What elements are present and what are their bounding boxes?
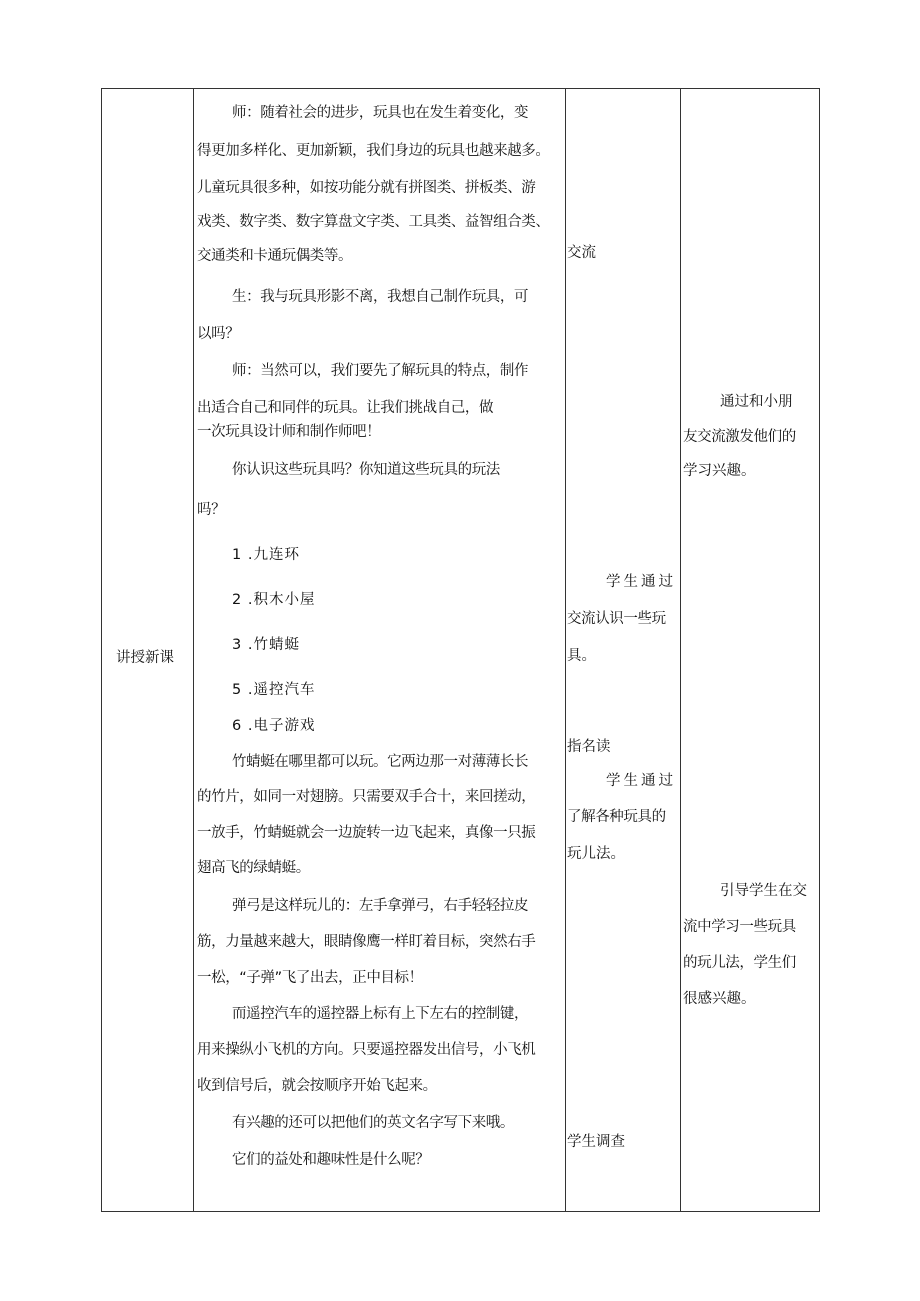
toy-list-item: 1 .九连环	[232, 547, 300, 563]
section-label: 讲授新课	[116, 650, 174, 666]
content-line: 师：当然可以，我们要先了解玩具的特点，制作	[232, 363, 529, 379]
content-line: 它们的益处和趣味性是什么呢？	[232, 1152, 430, 1168]
content-line: 吗？	[197, 502, 226, 518]
content-line: 弹弓是这样玩儿的：左手拿弹弓，右手轻轻拉皮	[232, 898, 529, 914]
content-line: 收到信号后，就会按顺序开始飞起来。	[197, 1078, 437, 1094]
toy-list-item: 2 .积木小屋	[232, 592, 316, 608]
content-line: 一次玩具设计师和制作师吧！	[197, 424, 381, 440]
intent-note: 流中学习一些玩具	[683, 919, 796, 935]
content-line: 竹蜻蜓在哪里都可以玩。它两边那一对薄薄长长	[232, 754, 529, 770]
toy-list-item: 6 .电子游戏	[232, 718, 316, 734]
table-column-divider	[193, 88, 194, 1212]
activity-note: 具。	[567, 648, 596, 664]
content-line: 得更加多样化、更加新颖，我们身边的玩具也越来越多。	[197, 143, 550, 159]
activity-note: 学生调查	[567, 1134, 625, 1150]
content-line: 翅高飞的绿蜻蜓。	[197, 860, 310, 876]
activity-note: 交流	[567, 245, 596, 261]
content-line: 筋，力量越来越大，眼睛像鹰一样盯着目标，突然右手	[197, 934, 536, 950]
intent-note: 引导学生在交	[720, 883, 807, 899]
content-line: 的竹片，如同一对翅膀。只需要双手合十，来回搓动，	[197, 789, 536, 805]
content-line: 出适合自己和同伴的玩具。让我们挑战自己，做	[197, 400, 494, 416]
content-line: 师：随着社会的进步，玩具也在发生着变化，变	[232, 105, 529, 121]
toy-list-item: 3 .竹蜻蜓	[232, 637, 300, 653]
table-column-divider	[680, 88, 681, 1212]
content-line: 而遥控汽车的遥控器上标有上下左右的控制键，	[232, 1006, 529, 1022]
content-line: 交通类和卡通玩偶类等。	[197, 248, 353, 264]
table-column-divider	[565, 88, 566, 1212]
content-line: 一松，“子弹”飞了出去，正中目标！	[197, 970, 423, 986]
content-line: 你认识这些玩具吗？你知道这些玩具的玩法	[232, 462, 500, 478]
intent-note: 通过和小朋	[720, 394, 793, 410]
activity-note: 了解各种玩具的	[567, 809, 666, 825]
activity-note: 交流认识一些玩	[567, 611, 666, 627]
activity-note: 玩儿法。	[567, 846, 625, 862]
content-line: 用来操纵小飞机的方向。只要遥控器发出信号，小飞机	[197, 1042, 536, 1058]
intent-note: 很感兴趣。	[683, 991, 756, 1007]
activity-note: 指名读	[567, 739, 611, 755]
content-line: 生：我与玩具形影不离，我想自己制作玩具，可	[232, 289, 529, 305]
content-line: 有兴趣的还可以把他们的英文名字写下来哦。	[232, 1115, 514, 1131]
activity-note: 学生通过	[606, 773, 676, 789]
intent-note: 友交流激发他们的	[683, 429, 796, 445]
content-line: 戏类、数字类、数字算盘文字类、工具类、益智组合类、	[197, 214, 550, 230]
activity-note: 学生通过	[606, 574, 676, 590]
content-line: 儿童玩具很多种，如按功能分就有拼图类、拼板类、游	[197, 180, 536, 196]
content-line: 以吗？	[197, 326, 240, 342]
toy-list-item: 5 .遥控汽车	[232, 682, 316, 698]
content-line: 一放手，竹蜻蜓就会一边旋转一边飞起来，真像一只振	[197, 825, 536, 841]
intent-note: 学习兴趣。	[683, 463, 756, 479]
intent-note: 的玩儿法，学生们	[683, 955, 796, 971]
